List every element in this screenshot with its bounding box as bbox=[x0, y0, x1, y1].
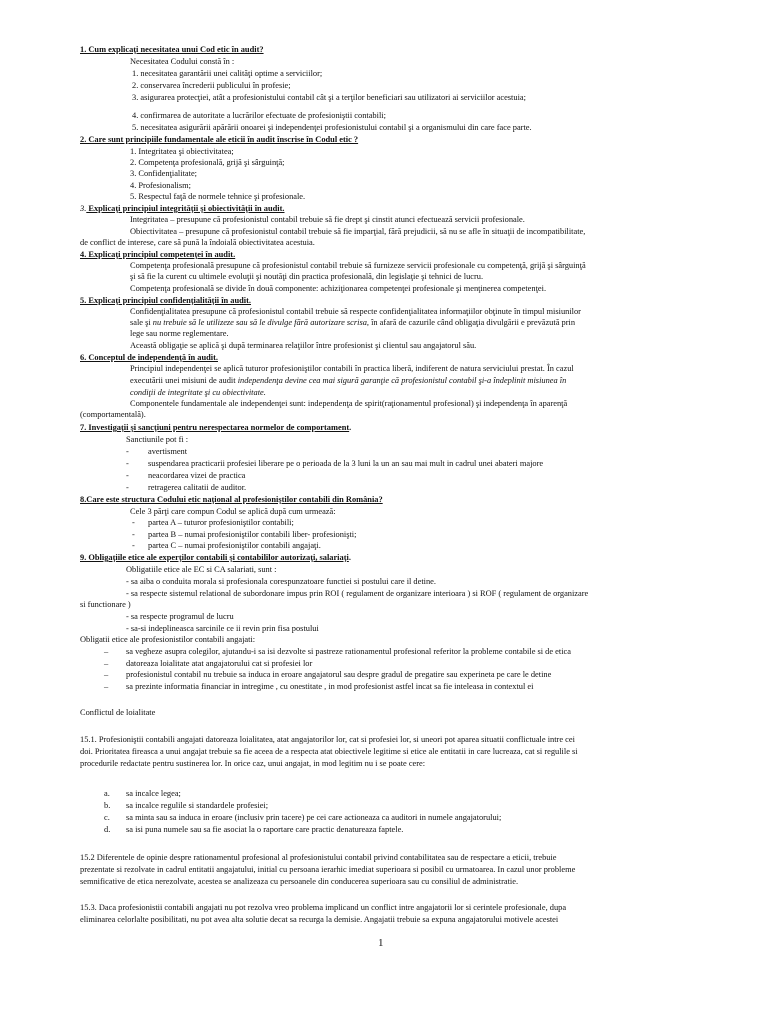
question-3-text: Explicaţi principiul integrităţii şi obiectivităţii în audit. bbox=[86, 204, 285, 213]
list-item: partea C – numai profesioniştilor contabili angajaţi. bbox=[148, 541, 321, 550]
question-3-number: 3. bbox=[80, 204, 87, 213]
paragraph: lege sau norme reglementare. bbox=[130, 329, 229, 338]
list-item: sa prezinte informatia financiar in intregime , cu onestitate , in mod profesionist astfel incat sa fie inteleasa in contextul ei bbox=[126, 682, 534, 691]
emphasis-run: nu trebuie să le utilizeze sau să le divulge fără autorizare scrisa bbox=[152, 318, 367, 327]
question-8-title: 8.Care este structura Codului etic naţional al profesioniştilor contabili din România? bbox=[80, 495, 383, 504]
paragraph: Această obligaţie se aplică şi după terminarea relaţiilor între profesionist şi clientul sau angajatorul său. bbox=[130, 341, 477, 350]
question-5-title: 5. Explicaţi principiul confidenţialităţii în audit. bbox=[80, 296, 252, 305]
bullet-dash: – bbox=[104, 670, 109, 679]
paragraph: 15.3. Daca profesionistii contabili angajati nu pot rezolva vreo problema implicand un conflict intre angajatorii lor si cerintele profesionale, dupa bbox=[80, 903, 567, 912]
question-7-intro: Sanctiunile pot fi : bbox=[126, 435, 189, 444]
text-run: executării unei misiuni de audit bbox=[130, 376, 238, 385]
paragraph: - sa respecte sistemul relational de subordonare impus prin ROI ( regulament de organizare interioara ) si ROF ( regulament de organizare bbox=[126, 589, 589, 598]
list-item: sa minta sau sa induca in eroare (inclusiv prin tacere) pe cei care actioneaza ca auditori in numele angajatorului; bbox=[126, 813, 502, 822]
bullet-dash: - bbox=[126, 459, 129, 468]
paragraph: - sa respecte programul de lucru bbox=[126, 612, 234, 621]
question-7-title bbox=[80, 423, 351, 433]
paragraph: 15.1. Profesioniştii contabili angajati datoreaza loialitatea, atat angajatorilor lor, cat si profesiei lor, si uneori pot aparea situatii conflictuale intre cei bbox=[80, 735, 575, 744]
question-1-title: 1. Cum explicaţi necesitatea unui Cod etic în audit? bbox=[80, 45, 264, 54]
text-run: , în afară de cazurile când obligaţia divulgării e prevăzută prin bbox=[366, 318, 576, 327]
question-9-title bbox=[80, 553, 351, 563]
bullet-dash: – bbox=[104, 659, 109, 668]
paragraph: de conflict de interese, care să pună la îndoială obiectivitatea acestuia. bbox=[80, 238, 315, 247]
bullet-dash: – bbox=[104, 682, 109, 691]
list-item: profesionistul contabil nu trebuie sa induca in eroare angajatorul sau despre gradul de pregatire sau experineta pe care le detine bbox=[126, 670, 552, 679]
list-item: 3. Confidenţialitate; bbox=[130, 169, 197, 178]
paragraph: Competenţa profesională se divide în două componente: achiziţionarea competenţei profesionale şi menţinerea competenţei. bbox=[130, 284, 547, 293]
section-heading: Conflictul de loialitate bbox=[80, 708, 156, 717]
page-number: 1 bbox=[378, 937, 384, 949]
list-item: 3. asigurarea protecţiei, atât a profesionistului contabil cât şi a terţilor beneficiari sau utilizatori ai serviciilor acestuia; bbox=[132, 93, 526, 102]
paragraph: Principiul independenţei se aplică tuturor profesioniştilor contabili în practica liberă, indiferent de natura serviciului prestat. În cazul bbox=[130, 364, 574, 373]
sub-heading: Obligatii etice ale profesionistilor contabili angajati: bbox=[80, 635, 256, 644]
paragraph bbox=[130, 376, 566, 386]
question-9-text: 9. Obligaţiile etice ale experţilor contabili şi contabililor autorizaţi, salariaţi bbox=[80, 553, 349, 562]
bullet-dash: - bbox=[126, 483, 129, 492]
list-item: 4. confirmarea de autoritate a lucrărilor efectuate de profesioniştii contabili; bbox=[132, 111, 386, 120]
list-item: sa isi puna numele sau sa fie asociat la o raportare care practic denatureaza faptele. bbox=[126, 825, 404, 834]
list-item: suspendarea practicarii profesiei liberare pe o perioada de la 3 luni la un an sau mai mult in cadrul unei abateri majore bbox=[148, 459, 544, 468]
question-8-intro: Cele 3 părţi care compun Codul se aplică după cum urmează: bbox=[130, 507, 336, 516]
paragraph: şi să fie la curent cu ultimele evoluţii şi noutăţi din practica profesională, din legislaţie şi tehnici de lucru. bbox=[130, 272, 484, 281]
emphasis-run: independenţa devine cea mai sigură garanţie că profesionistul contabil şi-a îndeplinit misiunea în bbox=[237, 376, 567, 385]
paragraph: procedurile redactate pentru sustinerea lor. In orice caz, unui angajat, in mod legitim nu i se poate cere: bbox=[80, 759, 426, 768]
paragraph: - sa aiba o conduita morala si profesionala corespunzatoare functiei si postului care il detine. bbox=[126, 577, 436, 586]
list-letter: c. bbox=[104, 813, 110, 822]
bullet-dash: - bbox=[126, 447, 129, 456]
list-letter: b. bbox=[104, 801, 111, 810]
bullet-dash: - bbox=[132, 530, 135, 539]
bullet-dash: – bbox=[104, 647, 109, 656]
list-item: 1. Integritatea şi obiectivitatea; bbox=[130, 147, 234, 156]
paragraph: condiţii de integritate şi cu obiectivitate. bbox=[130, 388, 266, 397]
list-item: 2. Competenţa profesională, grijă şi sârguinţă; bbox=[130, 158, 285, 167]
question-7-text: 7. Investigaţii şi sancţiuni pentru nerespectarea normelor de comportament bbox=[80, 423, 350, 432]
question-6-title: 6. Conceptul de independenţă în audit. bbox=[80, 353, 218, 362]
paragraph: 15.2 Diferentele de opinie despre rationamentul profesional al profesionistului contabil privind contabilitatea sau de respectare a eticii, trebuie bbox=[80, 853, 557, 862]
paragraph: Obiectivitatea – presupune că profesionistul contabil trebuie să fie imparţial, fără prejudicii, să nu se afle în situaţii de incompatibilitate, bbox=[130, 227, 586, 236]
list-item: 5. Respectul faţă de normele tehnice şi profesionale. bbox=[130, 192, 306, 201]
list-item: neacordarea vizei de practica bbox=[148, 471, 246, 480]
paragraph: eliminarea celorlalte posibilitati, nu pot avea alta solutie decat sa recurga la demisie. Angajatii trebuie sa expuna angajatorului motivele acestei bbox=[80, 915, 559, 924]
list-item: partea A – tuturor profesioniştilor contabili; bbox=[148, 518, 294, 527]
question-3-title bbox=[80, 204, 285, 214]
list-letter: d. bbox=[104, 825, 111, 834]
paragraph: Competenţa profesională presupune că profesionistul contabil trebuie să furnizeze servicii profesionale cu competenţă, grijă şi sârguinţă bbox=[130, 261, 586, 270]
list-item: 5. necesitatea asigurării apărării onoarei şi independenţei profesionistului contabil şi a organismului din care face parte. bbox=[132, 123, 532, 132]
paragraph: Confidenţialitatea presupune că profesionistul contabil trebuie să respecte confidenţialitatea informaţiilor obţinute în timpul misiunilor bbox=[130, 307, 581, 316]
paragraph: - sa-si indeplineasca sarcinile ce ii revin prin fisa postului bbox=[126, 624, 319, 633]
list-item: retragerea calitatii de auditor. bbox=[148, 483, 247, 492]
paragraph: Integritatea – presupune că profesionistul contabil trebuie să fie drept şi cinstit atunci efectuează servicii profesionale. bbox=[130, 215, 525, 224]
paragraph: (comportamentală). bbox=[80, 410, 146, 419]
bullet-dash: - bbox=[126, 471, 129, 480]
question-1-intro: Necesitatea Codului constă în : bbox=[130, 57, 235, 66]
question-9-intro: Obligatiile etice ale EC si CA salariati, sunt : bbox=[126, 565, 277, 574]
bullet-dash: - bbox=[132, 541, 135, 550]
list-item: partea B – numai profesioniştilor contabili liber- profesionişti; bbox=[148, 530, 357, 539]
paragraph: prezentate si rezolvate in cadrul entitatii angajatului, initial cu persoana ierarhic imediat superioara si posibil cu urmatoarea. In cazul unor probleme bbox=[80, 865, 576, 874]
paragraph: Componentele fundamentale ale independenţei sunt: independenţa de spirit(raţionamentul profesional) şi independenţa în aparenţă bbox=[130, 399, 568, 408]
text-run: sale şi bbox=[130, 318, 153, 327]
paragraph: semnificative de etica nerezolvate, acestea se analizeaza cu persoanele din conducerea superioara sau cu consiliul de administratie. bbox=[80, 877, 519, 886]
list-letter: a. bbox=[104, 789, 110, 798]
list-item: avertisment bbox=[148, 447, 188, 456]
question-7-period: . bbox=[349, 423, 352, 432]
list-item: datoreaza loialitate atat angajatorului cat si profesiei lor bbox=[126, 659, 313, 668]
paragraph bbox=[130, 318, 575, 328]
list-item: 2. conservarea încrederii publicului în profesie; bbox=[132, 81, 291, 90]
list-item: 1. necesitatea garantării unei calităţi optime a serviciilor; bbox=[132, 69, 323, 78]
list-item: sa incalce regulile si standardele profesiei; bbox=[126, 801, 269, 810]
question-9-period: . bbox=[348, 553, 351, 562]
paragraph: si functionare ) bbox=[80, 600, 131, 609]
list-item: sa vegheze asupra colegilor, ajutandu-i sa isi dezvolte si pastreze rationamentul profesional referitor la probleme contabile si de etica bbox=[126, 647, 571, 656]
bullet-dash: - bbox=[132, 518, 135, 527]
list-item: 4. Profesionalism; bbox=[130, 181, 191, 190]
question-4-title: 4. Explicaţi principiul competenţei în audit. bbox=[80, 250, 236, 259]
list-item: sa incalce legea; bbox=[126, 789, 181, 798]
paragraph: doi. Prioritatea fireasca a unui angajat trebuie sa fie aceea de a respecta atat obiectivele legitime si etice ale entitatii in care lucreaza, cat si regulile si bbox=[80, 747, 578, 756]
question-2-title: 2. Care sunt principiile fundamentale ale eticii în audit înscrise în Codul etic ? bbox=[80, 135, 359, 144]
